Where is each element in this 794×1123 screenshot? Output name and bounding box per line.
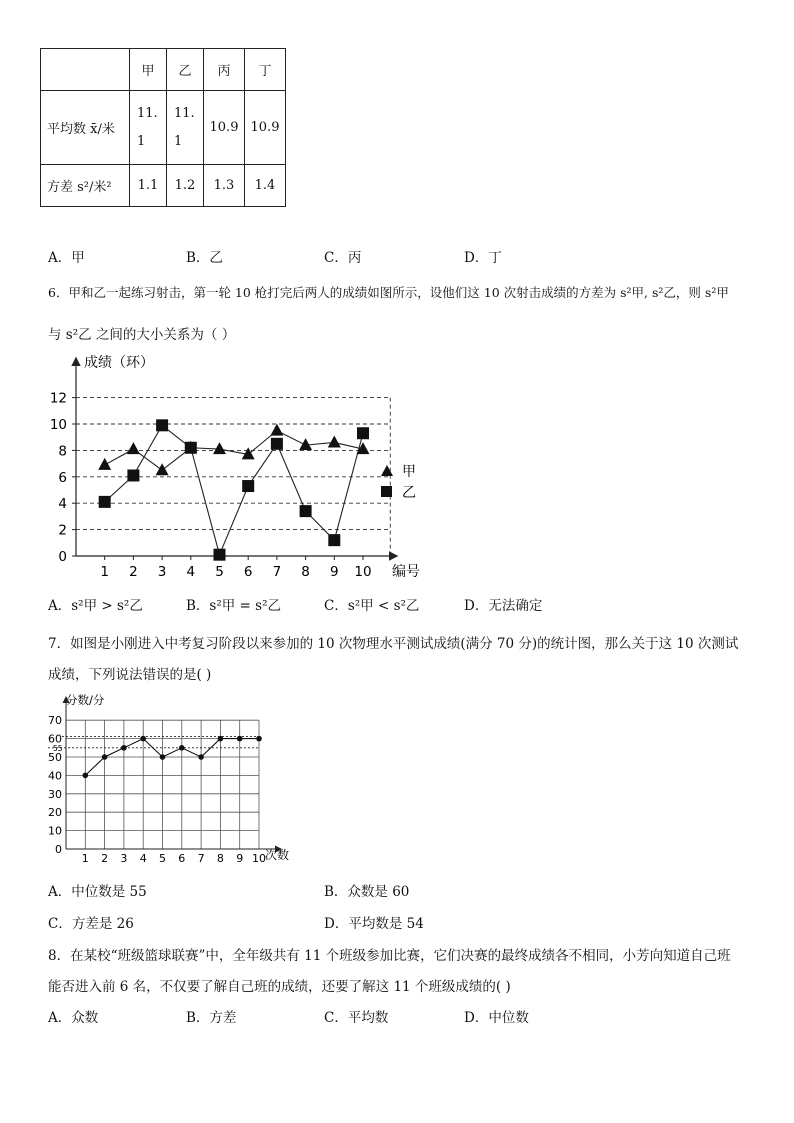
q8-option-b[interactable]: B．方差: [186, 1010, 237, 1026]
x-tick-label: 2: [101, 852, 109, 865]
legend-triangle-marker: [381, 465, 393, 476]
q8-stem-line2: 能否进入前 6 名，不仅要了解自己班的成绩，还要了解这 11 个班级成绩的( ): [48, 979, 511, 995]
x-tick-label: 4: [139, 852, 147, 865]
y-tick-label: 4: [58, 496, 67, 513]
x-tick-label: 1: [81, 852, 89, 865]
q6-legend: [381, 464, 416, 501]
table-cell: [167, 91, 204, 165]
square-point: [300, 505, 312, 517]
x-tick-label: 8: [301, 564, 310, 580]
square-point: [271, 438, 283, 450]
x-tick-label: 3: [120, 852, 128, 865]
x-tick-label: 3: [157, 564, 167, 580]
x-tick-label: 2: [129, 564, 138, 580]
y-tick-label: 60: [48, 732, 62, 746]
triangle-point: [98, 458, 111, 470]
table-row: [41, 165, 286, 207]
series-line-square: [105, 425, 363, 554]
data-point: [256, 736, 262, 742]
data-point: [83, 773, 89, 779]
square-point: [328, 534, 340, 546]
triangle-point: [270, 424, 283, 436]
square-point: [214, 549, 226, 561]
x-tick-label: 10: [252, 852, 266, 865]
table-header-cell: 丁: [245, 49, 286, 91]
x-tick-label: 8: [216, 852, 224, 865]
triangle-point: [156, 463, 169, 475]
y-tick-label: 30: [48, 787, 62, 801]
table-header-cell: 丙: [204, 49, 245, 91]
legend-label-jia: 甲: [402, 464, 416, 480]
table-cell-value: 11.1: [137, 105, 158, 149]
table-cell: 10.9: [245, 91, 286, 165]
q8-option-d[interactable]: D．中位数: [464, 1010, 529, 1026]
data-point: [218, 736, 224, 742]
y-tick-label: 12: [49, 390, 67, 407]
table-row-label: 方差 s²/米²: [41, 165, 130, 207]
q7-option-b[interactable]: B．众数是 60: [324, 884, 410, 900]
stats-table: [40, 48, 286, 207]
data-point: [198, 754, 204, 760]
q7-stem-line1: 7．如图是小刚进入中考复习阶段以来参加的 10 次物理水平测试成绩(满分 70 分)的统计图，那么关于这 10 次测试: [48, 636, 739, 652]
data-point: [140, 736, 146, 742]
triangle-point: [299, 438, 312, 450]
y-tick-label: 10: [49, 417, 67, 433]
y-tick-label: 70: [48, 714, 62, 728]
q6-x-label: 编号: [392, 564, 420, 580]
q6-option-a[interactable]: A．s²甲 > s²乙: [48, 598, 143, 614]
data-point: [179, 745, 185, 751]
y-tick-label: 0: [58, 549, 67, 565]
data-point: [160, 754, 166, 760]
y-tick-label: 6: [58, 469, 67, 486]
y-tick-label: 40: [48, 769, 62, 783]
x-tick-label: 5: [215, 564, 224, 580]
x-tick-label: 5: [159, 852, 166, 865]
table-cell: [130, 91, 167, 165]
legend-square-marker: [381, 486, 392, 497]
y-tick-label: 50: [48, 751, 62, 764]
y-tick-label: 8: [58, 443, 67, 460]
q5-option-d[interactable]: D．丁: [464, 250, 502, 266]
q5-option-c[interactable]: C．丙: [324, 250, 362, 266]
x-tick-label: 6: [243, 564, 253, 580]
y-tick-label: 20: [48, 806, 62, 820]
table-row-label: 平均数 x̄/米: [41, 91, 130, 165]
data-point: [102, 754, 108, 760]
x-tick-label: 9: [330, 564, 339, 580]
table-cell: 1.1: [130, 165, 167, 207]
y-tick-label: 10: [48, 824, 62, 838]
table-header-cell: 甲: [130, 49, 167, 91]
table-cell: 1.4: [245, 165, 286, 207]
square-point: [99, 496, 111, 508]
q7-y-label: 分数/分: [66, 693, 105, 707]
q7-x-label: 次数: [265, 848, 290, 862]
q7-grid: [48, 720, 259, 849]
q7-option-a[interactable]: A．中位数是 55: [48, 884, 147, 900]
triangle-point: [213, 442, 226, 454]
table-header-row: [41, 49, 286, 91]
x-tick-label: 6: [178, 852, 186, 865]
q7-option-c[interactable]: C．方差是 26: [48, 916, 134, 932]
q7-option-d[interactable]: D．平均数是 54: [324, 916, 424, 932]
reference-label: 55: [53, 743, 63, 753]
q5-option-a[interactable]: A．甲: [48, 250, 85, 266]
square-point: [156, 419, 168, 431]
x-tick-label: 7: [272, 564, 282, 580]
table-header-cell: [41, 49, 130, 91]
q6-stem-line1: 6．甲和乙一起练习射击，第一轮 10 枪打完后两人的成绩如图所示，设他们这 10 次射击成绩的方差为 s²甲, s²乙，则 s²甲: [48, 285, 729, 300]
q5-option-b[interactable]: B．乙: [186, 250, 223, 266]
y-tick-label: 2: [58, 522, 67, 539]
q6-y-label: 成绩（环）: [84, 355, 154, 371]
q6-option-c[interactable]: C．s²甲 < s²乙: [324, 598, 420, 614]
q8-option-a[interactable]: A．众数: [48, 1010, 99, 1026]
x-tick-label: 9: [236, 852, 244, 865]
q6-stem-line2: 与 s²乙 之间的大小关系为（ ）: [48, 327, 236, 343]
table-cell-value: 11.1: [174, 105, 195, 149]
x-tick-label: 4: [186, 564, 196, 580]
table-cell: 10.9: [204, 91, 245, 165]
square-point: [242, 480, 254, 492]
q8-stem-line1: 8．在某校“班级篮球联赛”中，全年级共有 11 个班级参加比赛，它们决赛的最终成绩各不相同，小芳向知道自己班: [48, 948, 731, 964]
q7-ticks: [48, 714, 266, 865]
q6-option-d[interactable]: D．无法确定: [464, 598, 543, 614]
square-point: [357, 427, 369, 439]
q6-ticks: [50, 391, 372, 580]
legend-label-yi: 乙: [402, 485, 416, 501]
q6-option-b[interactable]: B．s²甲 = s²乙: [186, 598, 281, 614]
q7-stem-line2: 成绩，下列说法错误的是( ): [48, 667, 212, 683]
table-cell: 1.2: [167, 165, 204, 207]
table-header-cell: 乙: [167, 49, 204, 91]
data-point: [237, 736, 243, 742]
table-row: [41, 91, 286, 165]
square-point: [127, 469, 139, 481]
triangle-point: [127, 442, 140, 454]
q6-marks: [98, 419, 369, 560]
q7-chart: [40, 688, 310, 868]
triangle-point: [328, 435, 341, 447]
q8-option-c[interactable]: C．平均数: [324, 1010, 389, 1026]
table-cell: 1.3: [204, 165, 245, 207]
square-point: [185, 442, 197, 454]
y-tick-label: 0: [55, 843, 62, 856]
q6-chart: [40, 345, 440, 585]
x-tick-label: 1: [100, 564, 109, 580]
q6-grid: [76, 398, 390, 556]
x-tick-label: 10: [354, 564, 372, 580]
x-tick-label: 7: [197, 852, 205, 865]
data-point: [121, 745, 127, 751]
